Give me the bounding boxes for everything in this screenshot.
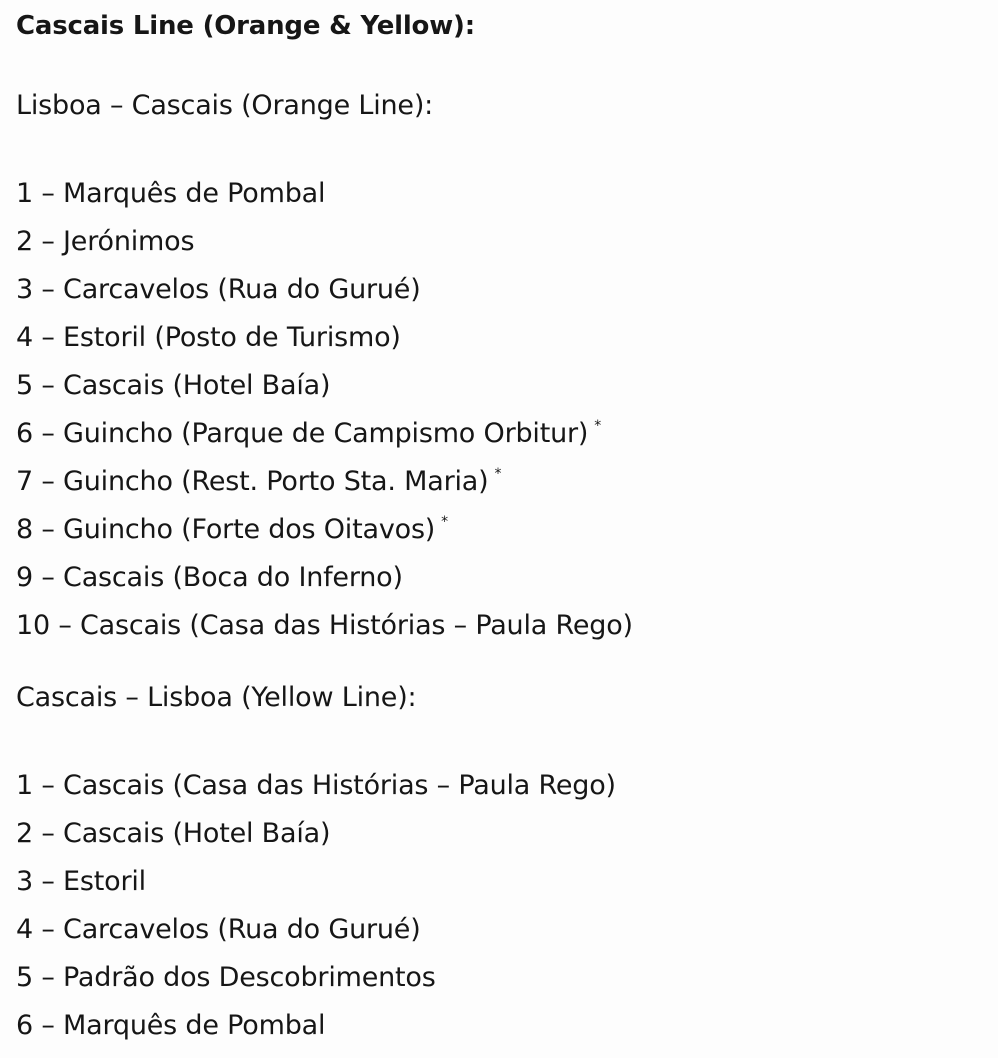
- page-title: Cascais Line (Orange & Yellow):: [16, 11, 475, 41]
- stop-footnote-mark: *: [594, 418, 602, 434]
- stop-label: 10 – Cascais (Casa das Histórias – Paula Rego): [16, 610, 633, 641]
- orange-stop-item: [16, 553, 639, 601]
- stop-label: 2 – Jerónimos: [16, 226, 195, 257]
- stop-label: 3 – Carcavelos (Rua do Gurué): [16, 274, 421, 305]
- yellow-line-stop-list: [16, 761, 622, 1049]
- yellow-stop-item: [16, 905, 622, 953]
- orange-stop-item: [16, 265, 639, 313]
- yellow-stop-item: [16, 857, 622, 905]
- stop-label: 7 – Guincho (Rest. Porto Sta. Maria): [16, 466, 489, 497]
- yellow-stop-item: [16, 809, 622, 857]
- yellow-stop-item: [16, 1001, 622, 1049]
- stop-label: 4 – Carcavelos (Rua do Gurué): [16, 914, 421, 945]
- stop-label: 9 – Cascais (Boca do Inferno): [16, 562, 403, 593]
- stop-label: 6 – Guincho (Parque de Campismo Orbitur): [16, 418, 589, 449]
- orange-stop-item: [16, 169, 639, 217]
- orange-stop-item: [16, 217, 639, 265]
- orange-stop-item: [16, 361, 639, 409]
- stop-footnote-mark: *: [441, 514, 448, 530]
- stop-label: 4 – Estoril (Posto de Turismo): [16, 322, 401, 353]
- orange-stop-item: [16, 601, 639, 649]
- stop-label: 2 – Cascais (Hotel Baía): [16, 818, 331, 849]
- stop-label: 1 – Marquês de Pombal: [16, 178, 326, 209]
- stop-label: 1 – Cascais (Casa das Histórias – Paula Rego): [16, 770, 616, 801]
- orange-stop-item: [16, 313, 639, 361]
- stop-footnote-mark: *: [494, 466, 502, 482]
- orange-line-stop-list: [16, 169, 639, 649]
- stop-label: 5 – Padrão dos Descobrimentos: [16, 962, 436, 993]
- stop-label: 8 – Guincho (Forte dos Oitavos): [16, 514, 436, 545]
- orange-stop-item: [16, 457, 639, 505]
- orange-stop-item: [16, 409, 639, 457]
- yellow-stop-item: [16, 761, 622, 809]
- stop-label: 5 – Cascais (Hotel Baía): [16, 370, 331, 401]
- orange-stop-item: [16, 505, 639, 553]
- stop-label: 6 – Marquês de Pombal: [16, 1010, 326, 1041]
- orange-line-heading: Lisboa – Cascais (Orange Line):: [16, 90, 434, 121]
- stop-label: 3 – Estoril: [16, 866, 146, 897]
- yellow-line-heading: Cascais – Lisboa (Yellow Line):: [16, 682, 417, 713]
- yellow-stop-item: [16, 953, 622, 1001]
